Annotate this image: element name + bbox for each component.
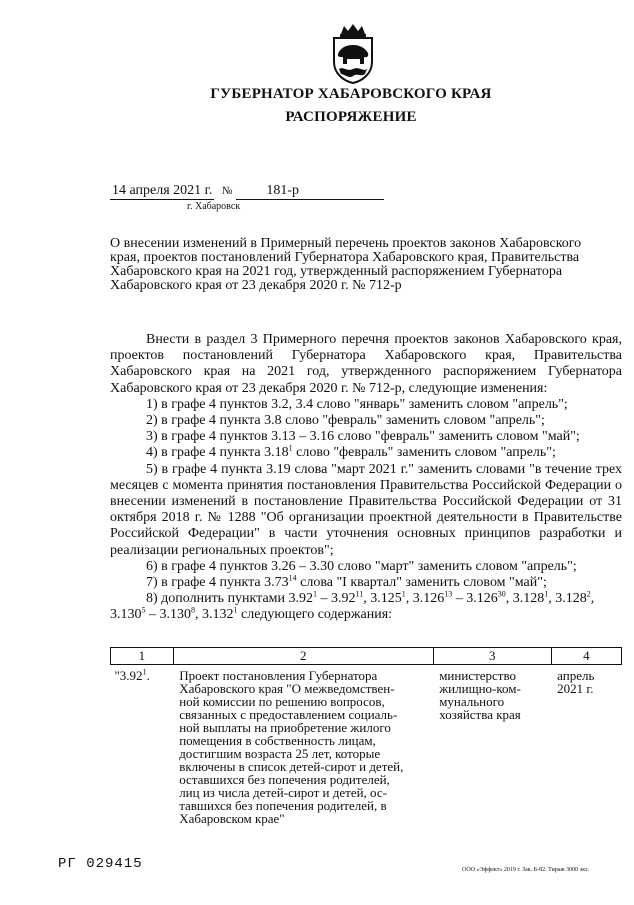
item-text: , 3.125	[363, 591, 402, 607]
subject-line: Хабаровского края на 2021 год, утвержденный распоряжением Губернатора	[110, 264, 563, 279]
column-header: 4	[551, 648, 621, 665]
page-title: ГУБЕРНАТОР ХАБАРОВСКОГО КРАЯ	[210, 86, 492, 102]
cell-line: тавшихся без попечения родителей, в	[179, 798, 387, 813]
table-header-row	[111, 648, 622, 665]
row-number-end: .	[146, 668, 150, 683]
item-superscript: 30	[497, 589, 506, 599]
item-text: , 3.128	[548, 591, 587, 607]
cell-line: ной выплаты на приобретение жилого	[179, 720, 391, 735]
project-name-cell	[173, 665, 433, 827]
amendment-item: 6) в графе 4 пунктов 3.26 – 3.30 слово "март" заменить словом "апрель";	[146, 558, 577, 574]
subject-line: Хабаровского края от 23 декабря 2020 г. № 712-р	[110, 278, 402, 293]
row-number-superscript: 1	[142, 667, 147, 677]
subject-line: О внесении изменений в Примерный перечень проектов законов Хабаровского	[110, 236, 582, 251]
responsible-cell	[433, 665, 551, 827]
item-superscript: 11	[355, 589, 364, 599]
cell-line: достигшим возраста 25 лет, которые	[179, 746, 381, 761]
amendment-list	[110, 397, 622, 624]
table-row	[111, 665, 622, 827]
item-text: – 3.130	[145, 607, 191, 623]
item-text: 4) в графе 4 пункта 3.18	[146, 445, 289, 461]
item-text: , 3.130	[110, 591, 595, 623]
order-date: 14 апреля 2021 г.	[112, 183, 213, 198]
amendment-item	[110, 445, 622, 461]
row-number: "3.92	[114, 668, 143, 683]
item-superscript: 5	[141, 605, 146, 615]
amendment-item: 2) в графе 4 пункта 3.8 слово "февраль" заменить словом "апрель";	[146, 413, 545, 429]
item-text: 7) в графе 4 пункта 3.73	[146, 575, 289, 591]
city: г. Хабаровск	[187, 201, 241, 212]
column-header: 3	[433, 648, 551, 665]
item-superscript: 1	[288, 443, 293, 453]
cell-line: министерство	[439, 668, 517, 683]
order-number: 181-р	[266, 183, 299, 198]
date-number-line	[110, 183, 384, 200]
item-text: слово "февраль" заменить словом "апрель";	[292, 445, 556, 461]
item-superscript: 1	[313, 589, 318, 599]
cell-line: хозяйства края	[439, 707, 521, 722]
subject-block	[110, 237, 622, 293]
item-text: следующего содержания:	[237, 607, 393, 623]
cell-line: помещения в собственность лицам,	[179, 733, 376, 748]
item-text: , 3.126	[405, 591, 445, 607]
cell-line: лиц из числа детей-сирот и детей, ос-	[179, 785, 387, 800]
deadline-cell	[551, 665, 621, 827]
cell-line: Хабаровского края "О межведомствен-	[179, 681, 395, 696]
row-number-cell	[111, 665, 174, 827]
cell-line: связанных с предоставлением социаль-	[179, 707, 398, 722]
item-superscript: 1	[544, 589, 549, 599]
column-header: 2	[173, 648, 433, 665]
item-text: слова "I квартал" заменить словом "май";	[296, 575, 547, 591]
order-body	[110, 332, 622, 624]
item-superscript: 1	[233, 605, 238, 615]
cell-line: Хабаровском крае"	[179, 811, 285, 826]
cell-line: Проект постановления Губернатора	[179, 668, 378, 683]
item-superscript: 2	[586, 589, 591, 599]
item-text: – 3.126	[452, 591, 498, 607]
khabarovsk-coat-of-arms-icon	[331, 24, 375, 84]
document-type: РАСПОРЯЖЕНИЕ	[285, 109, 417, 125]
intro-paragraph: Внести в раздел 3 Примерного перечня проектов законов Хабаровского края, проектов постановлений Губернатора Хабаровского края, Правительства Хабаровского края на 2021 год, утвержденного распоряжением Губернатора Хабаровского края от 23 декабря 2020 г. № 712-р, следующие изменения:	[110, 332, 622, 396]
amendment-item: 3) в графе 4 пунктов 3.13 – 3.16 слово "февраль" заменить словом "май";	[146, 429, 580, 445]
amendment-item: 5) в графе 4 пункта 3.19 слова "март 2021 г." заменить словами "в течение трех месяцев с момента принятия постановления Правительства Российской Федерации о внесении изменений в постановление Правительства Российской Федерации от 31 октября 2018 г. № 1288 "Об организации проектной деятельности в Правительстве Российской Федерации" в части уточнения основных принципов разработки и реализации региональных проектов";	[110, 461, 622, 558]
item-superscript: 13	[444, 589, 453, 599]
number-underline	[236, 183, 384, 200]
printer-note: ООО «Эффект» 2019 г. Зак. Б-82. Тираж 3000 экз.	[462, 867, 589, 873]
item-superscript: 1	[401, 589, 406, 599]
amendment-item: 1) в графе 4 пунктов 3.2, 3.4 слово "январь" заменить словом "апрель";	[146, 396, 568, 412]
cell-line: 2021 г.	[557, 681, 594, 696]
cell-line: жилищно-ком-	[439, 681, 521, 696]
column-header: 1	[111, 648, 174, 665]
amendment-item	[110, 591, 622, 623]
cell-line: апрель	[557, 668, 595, 683]
item-superscript: 8	[191, 605, 195, 615]
amendment-table	[110, 647, 622, 826]
item-text: – 3.92	[317, 591, 356, 607]
item-text: , 3.132	[195, 607, 234, 623]
cell-line: включены в список детей-сирот и детей,	[179, 759, 404, 774]
registry-number: РГ 029415	[58, 856, 143, 872]
number-label: №	[221, 185, 233, 197]
cell-line: мунального	[439, 694, 505, 709]
item-text: 8) дополнить пунктами 3.92	[146, 591, 314, 607]
subject-line: края, проектов постановлений Губернатора Хабаровского края, Правительства	[110, 250, 580, 265]
cell-line: ной комиссии по решению вопросов,	[179, 694, 385, 709]
item-text: , 3.128	[505, 591, 545, 607]
cell-line: оставшихся без попечения родителей,	[179, 772, 390, 787]
item-superscript: 14	[288, 573, 297, 583]
